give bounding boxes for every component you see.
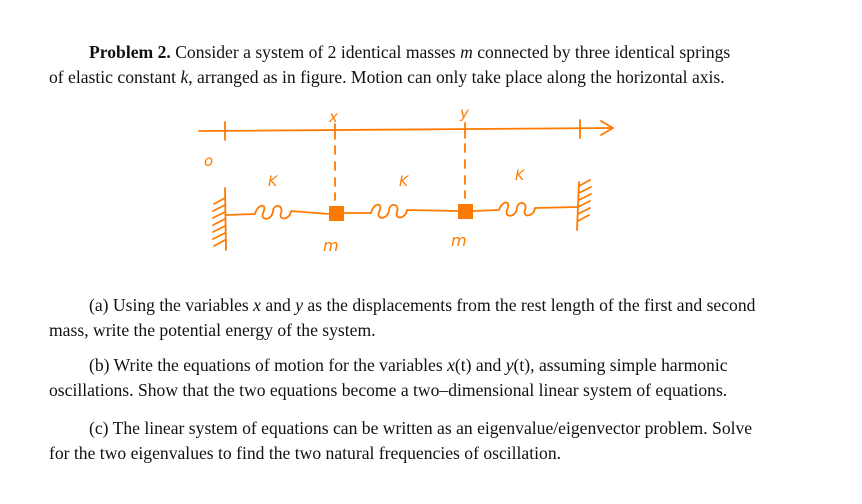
part-b-text-1: (b) Write the equations of motion for the variables bbox=[89, 355, 443, 375]
var-y-t: y bbox=[505, 355, 514, 375]
spring-mass-figure bbox=[195, 100, 625, 270]
problem-line2-b: , arranged as in figure. Motion can only take place along the horizontal axis. bbox=[188, 67, 725, 87]
problem-intro-tail: connected by three identical springs bbox=[477, 42, 731, 62]
var-m: m bbox=[460, 42, 473, 62]
right-wall-hatch bbox=[578, 180, 591, 221]
problem-line-1 bbox=[49, 40, 730, 65]
part-a bbox=[49, 293, 755, 343]
var-k: k bbox=[180, 67, 189, 87]
part-b-line-1 bbox=[49, 353, 728, 378]
axis-line bbox=[199, 128, 613, 131]
spring-left bbox=[226, 206, 329, 219]
label-k-3: K bbox=[515, 168, 525, 184]
part-c bbox=[49, 416, 752, 466]
part-b-text-2: and bbox=[475, 355, 502, 375]
label-k-2: K bbox=[399, 174, 409, 190]
left-wall-hatch bbox=[213, 198, 225, 246]
label-y: y bbox=[460, 104, 469, 122]
part-b-text-3: , assuming simple harmonic bbox=[530, 355, 728, 375]
part-c-line-1: (c) The linear system of equations can be written as an eigenvalue/eigenvector problem. Solve bbox=[89, 418, 753, 438]
var-x-t: x bbox=[447, 355, 455, 375]
problem-intro-text: Consider a system of 2 identical masses bbox=[175, 42, 456, 62]
part-b-t1: (t) bbox=[454, 355, 472, 375]
part-b-line-2: oscillations. Show that the two equations become a two–dimensional linear system of equations. bbox=[49, 380, 728, 400]
var-x: x bbox=[253, 295, 261, 315]
var-y: y bbox=[295, 295, 304, 315]
label-m-2: m bbox=[451, 231, 467, 250]
part-a-text-2: and bbox=[265, 295, 291, 315]
part-a-text-1: (a) Using the variables bbox=[89, 295, 249, 315]
part-a-line-1 bbox=[49, 293, 755, 318]
part-a-text-3: as the displacements from the rest length of the first and second bbox=[307, 295, 756, 315]
label-k-1: K bbox=[268, 174, 278, 190]
mass-1 bbox=[329, 206, 344, 221]
problem-line-2 bbox=[49, 65, 730, 90]
mass-2 bbox=[458, 204, 473, 219]
problem-label: Problem 2. bbox=[89, 42, 171, 62]
problem-statement bbox=[49, 40, 730, 90]
problem-line2-a: of elastic constant bbox=[49, 67, 177, 87]
label-m-1: m bbox=[323, 236, 339, 255]
part-b bbox=[49, 353, 728, 403]
part-a-line-2: mass, write the potential energy of the system. bbox=[49, 320, 376, 340]
label-origin: o bbox=[204, 152, 214, 170]
part-b-t2: (t) bbox=[513, 355, 531, 375]
spring-middle bbox=[344, 205, 458, 218]
spring-right bbox=[473, 203, 578, 216]
label-x: x bbox=[329, 108, 338, 126]
part-c-line-2: for the two eigenvalues to find the two natural frequencies of oscillation. bbox=[49, 443, 562, 463]
